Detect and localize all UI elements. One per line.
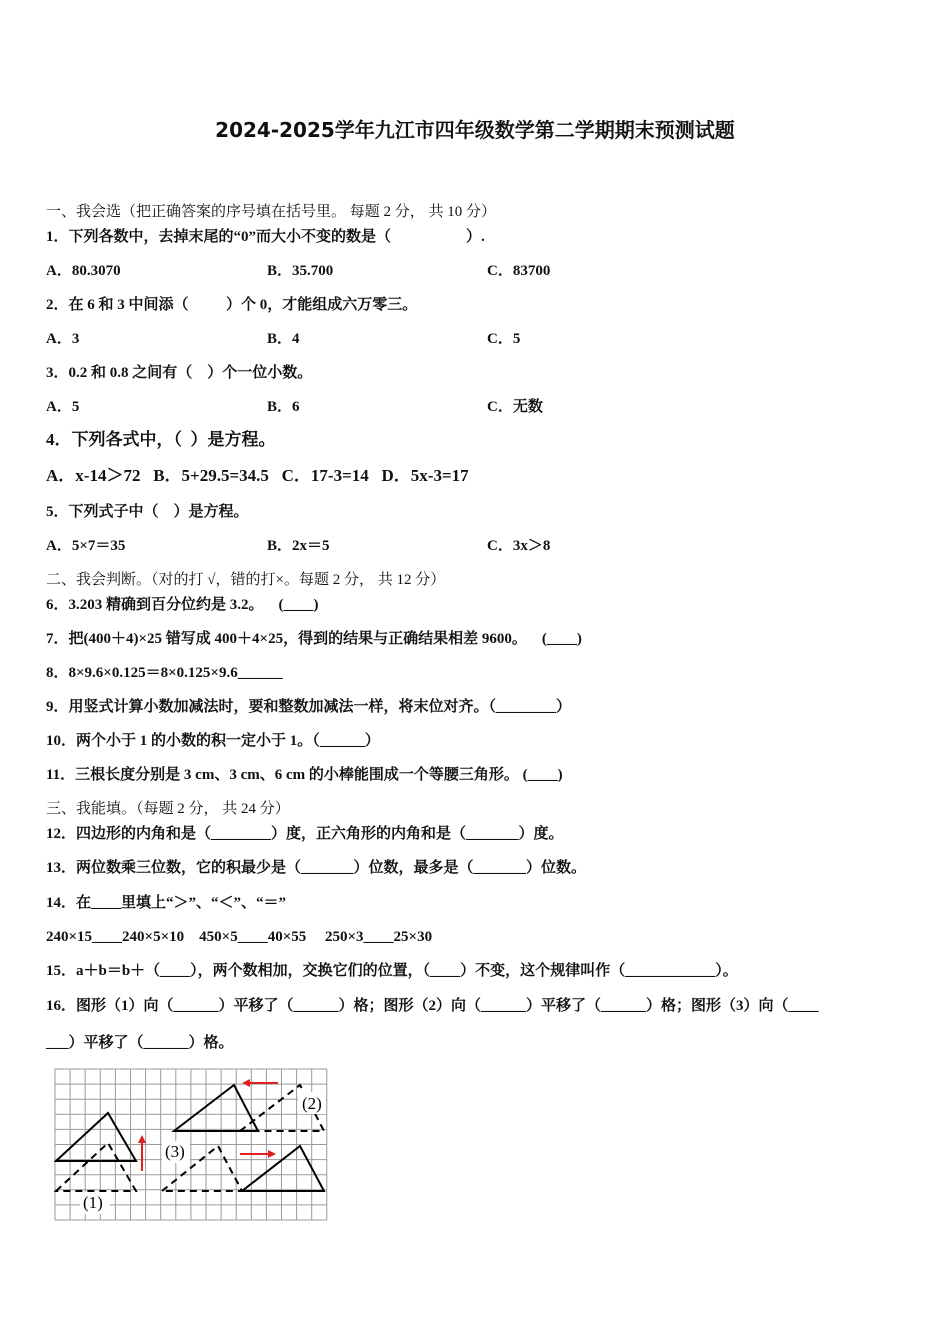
q1-option-a: A．80.3070 — [46, 263, 121, 279]
q2-option-c: C．5 — [487, 331, 521, 347]
q3-option-c: C．无数 — [487, 399, 543, 415]
triangle-2-solid — [174, 1085, 258, 1131]
section2-heading: 二、我会判断。（对的打 √，错的打×。每题 2 分， 共 12 分） — [46, 572, 446, 588]
q5-option-a: A．5×7＝35 — [46, 538, 126, 554]
q1-option-c: C．83700 — [487, 263, 551, 279]
q4-options: A．x-14＞72 B．5+29.5=34.5 C．17-3=14 D．5x-3=17 — [46, 466, 469, 485]
q3-option-a: A．5 — [46, 399, 80, 415]
q2-option-b: B．4 — [267, 331, 300, 347]
question-2: 2．在 6 和 3 中间添（ ）个 0，才能组成六万零三。 — [46, 297, 418, 313]
question-11: 11．三根长度分别是 3 cm、3 cm、6 cm 的小棒能围成一个等腰三角形。 (____) — [46, 767, 563, 783]
question-5: 5．下列式子中（ ）是方程。 — [46, 504, 249, 520]
figure-label-3: (3) — [165, 1142, 185, 1161]
question-16-line1: 16．图形（1）向（______）平移了（______）格；图形（2）向（______）平移了（______）格；图形（3）向（____ — [46, 998, 819, 1014]
section1-heading: 一、我会选（把正确答案的序号填在括号里。 每题 2 分， 共 10 分） — [46, 204, 497, 220]
question-3: 3．0.2 和 0.8 之间有（ ）个一位小数。 — [46, 365, 313, 381]
translation-grid-figure — [54, 1068, 328, 1222]
question-16-line2: ___）平移了（______）格。 — [46, 1035, 234, 1051]
question-10: 10．两个小于 1 的小数的积一定小于 1。（______） — [46, 733, 380, 749]
figure-label-2: (2) — [302, 1094, 322, 1113]
q5-option-c: C．3x＞8 — [487, 538, 551, 554]
arrow-up-icon — [138, 1135, 146, 1171]
figure-label-1: (1) — [83, 1193, 103, 1212]
question-12: 12．四边形的内角和是（________）度，正六角形的内角和是（_______）度。 — [46, 826, 564, 842]
question-1: 1．下列各数中，去掉末尾的“0”而大小不变的数是（ ）. — [46, 229, 485, 245]
q14-comparisons: 240×15____240×5×10 450×5____40×55 250×3____25×30 — [46, 929, 433, 945]
question-4: 4．下列各式中，（ ）是方程。 — [46, 430, 276, 449]
question-6: 6．3.203 精确到百分位约是 3.2。 (____) — [46, 597, 319, 613]
q3-option-b: B．6 — [267, 399, 300, 415]
q2-option-a: A．3 — [46, 331, 80, 347]
page-title: 2024-2025学年九江市四年级数学第二学期期末预测试题 — [215, 118, 735, 142]
section3-heading: 三、我能填。（每题 2 分， 共 24 分） — [46, 801, 290, 817]
question-15: 15．a＋b＝b＋（____），两个数相加，交换它们的位置，（____）不变，这个规律叫作（____________）。 — [46, 963, 738, 979]
q5-option-b: B．2x＝5 — [267, 538, 330, 554]
question-9: 9．用竖式计算小数加减法时，要和整数加减法一样，将末位对齐。（________） — [46, 699, 572, 715]
arrow-left-icon — [242, 1079, 278, 1087]
question-7: 7．把(400＋4)×25 错写成 400＋4×25，得到的结果与正确结果相差 9600。 (____) — [46, 631, 582, 647]
question-8: 8．8×9.6×0.125＝8×0.125×9.6______ — [46, 665, 283, 681]
q1-option-b: B．35.700 — [267, 263, 334, 279]
arrow-right-icon — [240, 1150, 276, 1158]
question-13: 13．两位数乘三位数，它的积最少是（_______）位数，最多是（_______）位数。 — [46, 860, 587, 876]
question-14: 14．在____里填上“＞”、“＜”、“＝” — [46, 895, 287, 911]
